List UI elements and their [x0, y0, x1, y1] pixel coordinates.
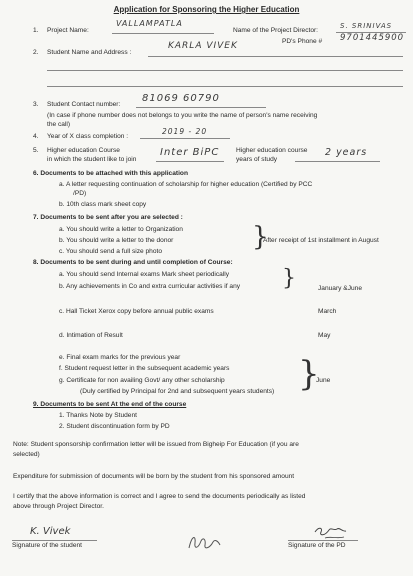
course-label-cont: in which the student like to join	[47, 156, 137, 163]
course-value: Inter BiPC	[160, 147, 220, 158]
item-number-1: 1.	[33, 27, 39, 34]
student-signature-label: Signature of the student	[12, 542, 83, 549]
student-signature-line	[12, 540, 97, 541]
study-label-cont: years of study	[236, 156, 278, 163]
contact-line	[136, 107, 266, 108]
section-7-heading: 7. Documents to be sent after you are selected :	[33, 214, 183, 221]
director-value: S. SRINIVAS	[340, 22, 393, 30]
year-label: Year of X class completion :	[47, 133, 129, 140]
section-7-a: a. You should write a letter to Organization	[59, 226, 183, 233]
section-9-item-2: 2. Student discontinuation form by PD	[59, 423, 170, 430]
item-number-3: 3.	[33, 101, 39, 108]
section-8-efg-brace: }	[298, 354, 320, 394]
section-8-e: e. Final exam marks for the previous year	[59, 354, 181, 361]
note-2: Expenditure for submission of documents will be born by the student from his sponsored amount	[13, 473, 295, 480]
section-8-a: a. You should send Internal exams Mark sheet periodically	[59, 271, 230, 278]
section-9-item-1: 1. Thanks Note by Student	[59, 412, 137, 419]
section-6-heading: 6. Documents to be attached with this application	[33, 170, 188, 177]
item-number-2: 2.	[33, 49, 39, 56]
section-8-ab-when: January &June	[318, 285, 362, 292]
section-8-efg-when: June	[316, 377, 331, 384]
section-8-d-when: May	[318, 332, 331, 339]
study-label: Higher education course	[236, 147, 308, 154]
certification-line-2: above through Project Director.	[13, 503, 104, 510]
year-value: 2019 - 20	[162, 127, 208, 136]
section-8-c: c. Hall Ticket Xerox copy before annual public exams	[59, 308, 214, 315]
section-8-ab-brace: }	[282, 266, 296, 291]
contact-label: Student Contact number:	[47, 101, 121, 108]
contact-note-cont: the call)	[47, 121, 71, 128]
section-8-heading: 8. Documents to be sent during and until completion of Course:	[33, 259, 233, 266]
course-line	[156, 161, 224, 162]
note-1-cont: selected)	[13, 451, 40, 458]
student-line-2	[47, 70, 403, 71]
project-name-line	[112, 33, 214, 34]
section-7-note: After receipt of 1st installment in August	[263, 237, 379, 244]
note-1: Note: Student sponsorship confirmation letter will be issued from Bigheip For Education (if you are	[13, 441, 299, 448]
student-name-value: KARLA VIVEK	[168, 41, 238, 51]
pd-signature-label: Signature of the PD	[288, 542, 346, 549]
section-8-b: b. Any achievements in Co and extra curricular activities if any	[59, 283, 241, 290]
year-line	[140, 138, 230, 139]
contact-note: (In case if phone number does not belongs to you write the name of person's name receiving	[47, 112, 318, 119]
form-title: Application for Sponsoring the Higher Education	[113, 5, 300, 14]
section-6-a-cont: /PD)	[73, 190, 87, 197]
director-label: Name of the Project Director:	[233, 27, 319, 34]
section-9-heading: 9. Documents to be sent At the end of the course	[33, 401, 187, 408]
certification-line-1: I certify that the above information is correct and I agree to send the documents periodically as listed	[13, 493, 306, 500]
section-8-c-when: March	[318, 308, 337, 315]
student-line-3	[47, 86, 403, 87]
item-number-4: 4.	[33, 133, 39, 140]
study-value: 2 years	[325, 147, 368, 158]
contact-value: 81069 60790	[142, 93, 220, 104]
pcc-signature-mark	[186, 533, 224, 553]
project-name-label: Project Name:	[47, 27, 89, 34]
student-name-label: Student Name and Address :	[47, 49, 132, 56]
section-8-g: g. Certificate for non availing Govt/ any other scholarship	[59, 377, 225, 384]
course-label: Higher education Course	[47, 147, 120, 154]
student-signature: K. Vivek	[30, 526, 71, 537]
section-7-c: c. You should send a full size photo	[59, 248, 163, 255]
section-8-f: f. Student request letter in the subsequent academic years	[59, 365, 230, 372]
section-7-b: b. You should write a letter to the donor	[59, 237, 174, 244]
student-line-1	[148, 56, 403, 57]
pd-phone-label: PD's Phone #	[282, 38, 323, 45]
section-7-brace: }	[252, 222, 269, 252]
project-name-value: VALLAMPATLA	[116, 19, 183, 28]
section-6-a: a. A letter requesting continuation of scholarship for higher education (Certified by PCC	[59, 181, 313, 188]
section-8-d: d. Intimation of Result	[59, 332, 123, 339]
item-number-5: 5.	[33, 147, 39, 154]
section-8-g-cont: (Duly certified by Principal for 2nd and subsequent years students)	[80, 388, 275, 395]
pd-signature-line	[288, 540, 358, 541]
section-6-b: b. 10th class mark sheet copy	[59, 201, 147, 208]
pd-phone-value: 9701445900	[340, 33, 405, 43]
study-line	[295, 161, 380, 162]
